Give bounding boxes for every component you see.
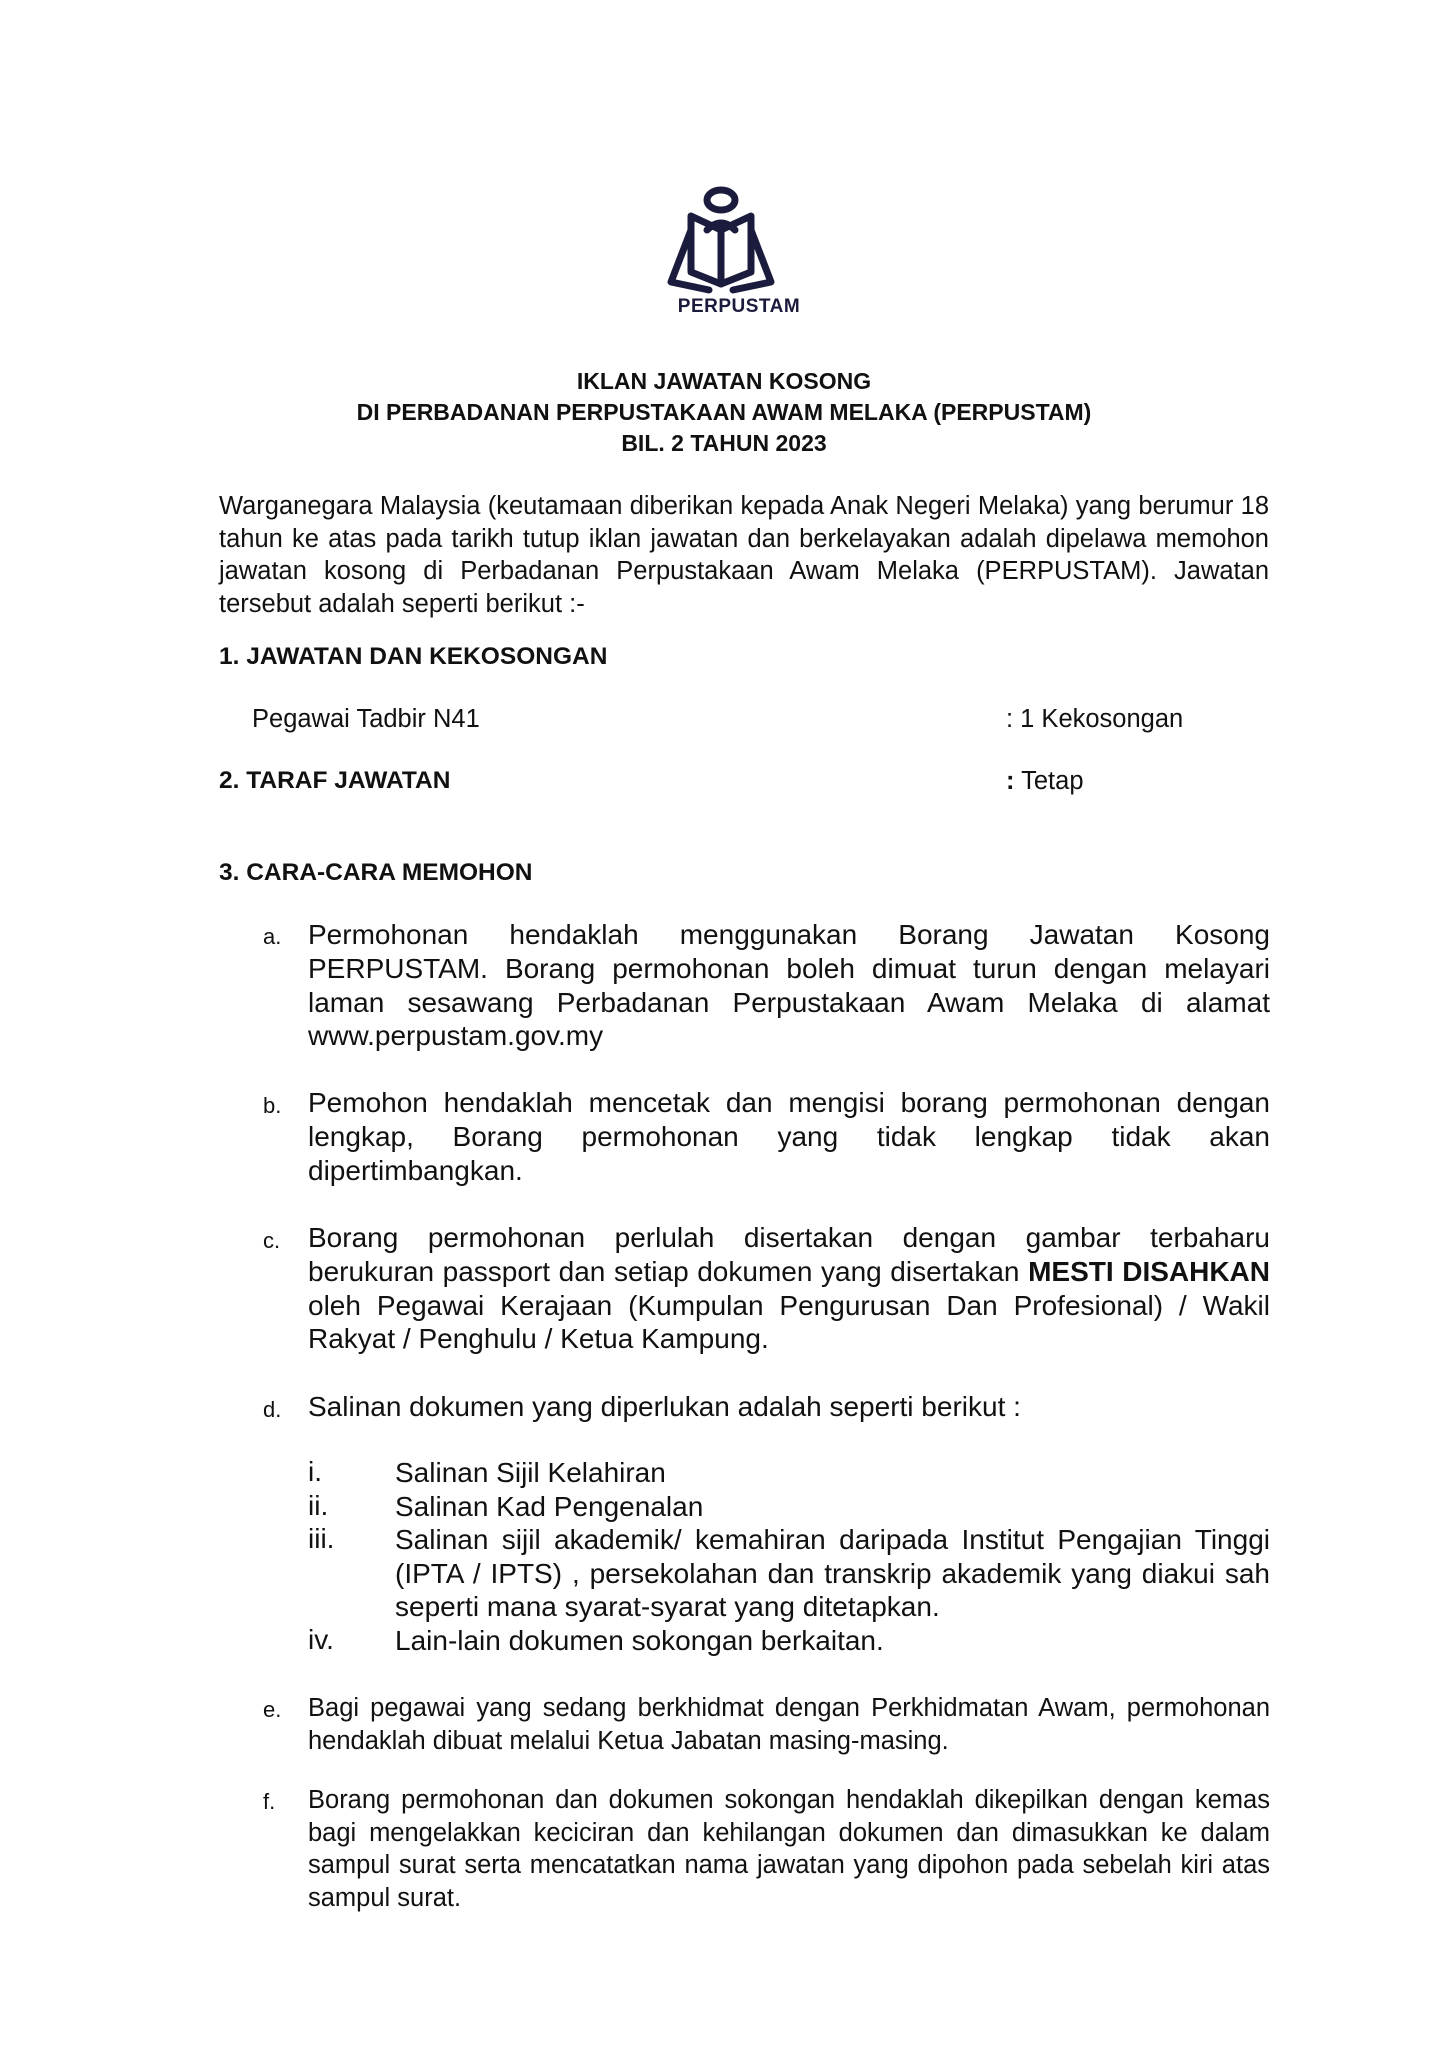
item-f-marker: f. [263, 1789, 276, 1814]
perpustam-logo [663, 186, 815, 320]
item-b-marker: b. [263, 1093, 282, 1118]
item-e-text: Bagi pegawai yang sedang berkhidmat dengan Perkhidmatan Awam, permohonan hendaklah dibuat melalui Ketua Jabatan masing-masing. [308, 1694, 1270, 1755]
status-value: Tetap [1014, 767, 1084, 795]
section-3-heading: 3. CARA-CARA MEMOHON [219, 859, 533, 886]
reader-with-book-icon [663, 186, 815, 296]
subitem-iv-marker: iv. [308, 1623, 334, 1655]
subitem-iv-text: Lain-lain dokumen sokongan berkaitan. [395, 1624, 884, 1656]
item-c-text-start: Borang permohonan perlulah disertakan dengan gambar terbaharu berukuran passport dan setiap dokumen yang disertakan [308, 1222, 1270, 1287]
title-line-1: IKLAN JAWATAN KOSONG [576, 368, 872, 394]
item-c-marker: c. [263, 1228, 281, 1253]
item-e-marker: e. [263, 1697, 282, 1722]
employment-status [1006, 767, 1084, 796]
subitem-i-text: Salinan Sijil Kelahiran [395, 1457, 666, 1488]
item-c-text [308, 1221, 1270, 1356]
subitem-ii-marker: ii. [308, 1489, 329, 1521]
logo-text: PERPUSTAM [677, 296, 801, 317]
status-colon: : [1006, 767, 1015, 795]
item-b-text: Pemohon hendaklah mencetak dan mengisi borang permohonan dengan lengkap, Borang permohonan yang tidak lengkap tidak akan dipertimbangkan. [308, 1087, 1270, 1186]
item-f-text: Borang permohonan dan dokumen sokongan hendaklah dikepilkan dengan kemas bagi mengelakkan keciciran dan kehilangan dokumen dan dimasukkan ke dalam sampul surat serta mencatatkan nama jawatan yang dipohon pada sebelah kiri atas sampul surat. [308, 1786, 1270, 1912]
item-d-marker: d. [263, 1397, 282, 1422]
vacancy-count: : 1 Kekosongan [1006, 705, 1184, 733]
item-c-emphasis: MESTI DISAHKAN [1028, 1255, 1270, 1287]
section-2-heading: 2. TARAF JAWATAN [219, 767, 451, 794]
document-title [0, 366, 1448, 459]
title-line-3: BIL. 2 TAHUN 2023 [621, 430, 827, 456]
subitem-i-marker: i. [308, 1456, 322, 1487]
subitem-iii-text: Salinan sijil akademik/ kemahiran daripada Institut Pengajian Tinggi (IPTA / IPTS) , persekolahan dan transkrip akademik yang diakui sah seperti mana syarat-syarat yang ditetapkan. [395, 1524, 1270, 1622]
item-a-marker: a. [263, 924, 282, 949]
item-a-text: Permohonan hendaklah menggunakan Borang Jawatan Kosong PERPUSTAM. Borang permohonan boleh dimuat turun dengan melayari laman sesawang Perbadanan Perpustakaan Awam Melaka di alamat www.perpustam.gov.my [308, 919, 1270, 1052]
section-1-heading: 1. JAWATAN DAN KEKOSONGAN [219, 643, 608, 670]
intro-paragraph: Warganegara Malaysia (keutamaan diberikan kepada Anak Negeri Melaka) yang berumur 18 tahun ke atas pada tarikh tutup iklan jawatan dan berkelayakan adalah dipelawa memohon jawatan kosong di Perbadanan Perpustakaan Awam Melaka (PERPUSTAM). Jawatan tersebut adalah seperti berikut :- [219, 492, 1269, 618]
position-name: Pegawai Tadbir N41 [252, 705, 480, 733]
title-line-2: DI PERBADANAN PERPUSTAKAAN AWAM MELAKA (PERPUSTAM) [356, 399, 1092, 425]
item-c-text-end: oleh Pegawai Kerajaan (Kumpulan Pengurusan Dan Profesional) / Wakil Rakyat / Penghulu / Ketua Kampung. [308, 1289, 1270, 1355]
subitem-ii-text: Salinan Kad Pengenalan [395, 1490, 704, 1522]
item-d-text: Salinan dokumen yang diperlukan adalah seperti berikut : [308, 1391, 1021, 1422]
subitem-iii-marker: iii. [308, 1523, 335, 1554]
